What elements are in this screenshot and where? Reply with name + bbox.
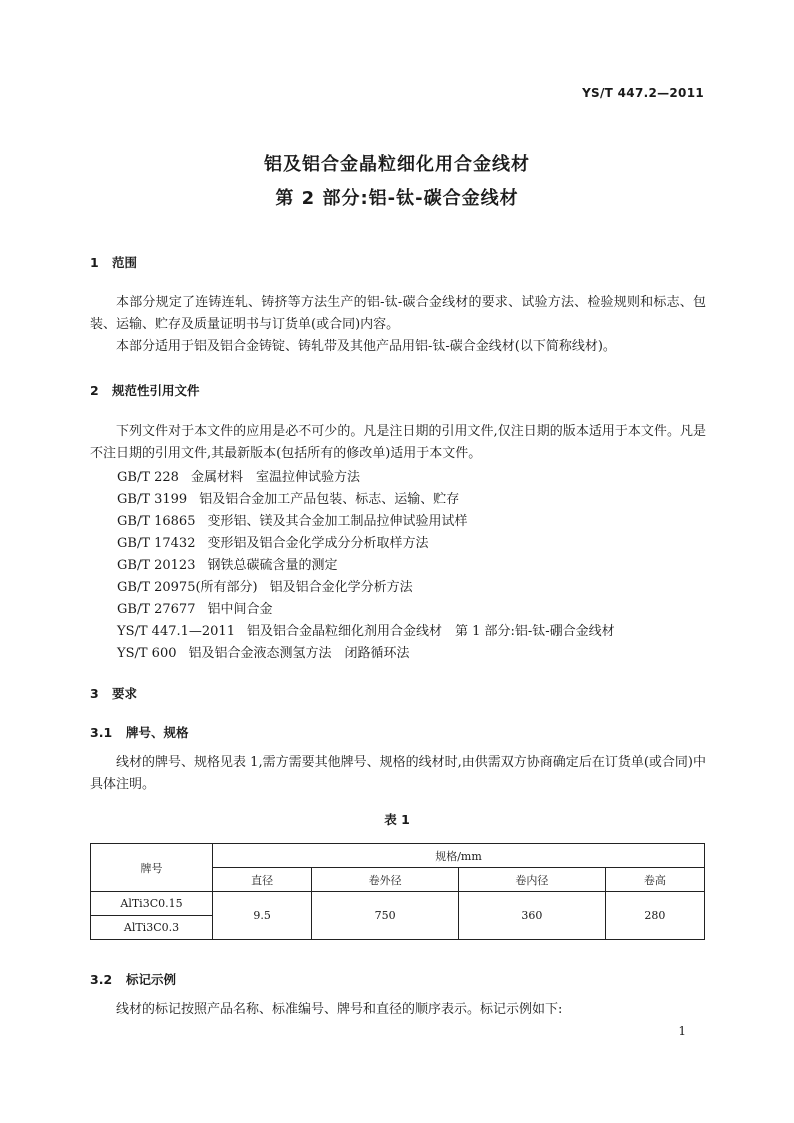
table-caption: 表 1: [384, 812, 410, 827]
header-coil-outer-diameter: 卷外径: [312, 868, 459, 892]
reference-item: [117, 620, 615, 639]
standard-number: YS/T 447.2—2011: [582, 86, 704, 100]
section-title: 要求: [112, 686, 138, 701]
reference-title: 变形铝、镁及其合金加工制品拉伸试验用试样: [207, 514, 468, 529]
header-diameter: 直径: [213, 868, 312, 892]
coil-inner-diameter-value: 360: [458, 892, 605, 940]
section-number: 2: [90, 383, 99, 398]
spec-table: [90, 843, 705, 940]
reference-title: 铝及铝合金液态测氢方法 闭路循环法: [188, 646, 410, 661]
document-title-line1: 铝及铝合金晶粒细化用合金线材: [264, 154, 530, 175]
section-1-paragraph-2: 本部分适用于铝及铝合金铸锭、铸轧带及其他产品用铝-钛-碳合金线材(以下简称线材)。: [116, 339, 616, 354]
header-coil-inner-diameter: 卷内径: [458, 868, 605, 892]
document-title-line2: 第 2 部分:铝-钛-碳合金线材: [275, 188, 519, 209]
header-spec: 规格/mm: [213, 844, 705, 868]
section-3-1-paragraph: 线材的牌号、规格见表 1,需方需要其他牌号、规格的线材时,由供需双方协商确定后在订货单(或合同)中具体注明。: [90, 755, 706, 792]
reference-title: 铝及铝合金化学分析方法: [269, 580, 413, 595]
section-2-heading: [90, 381, 200, 399]
section-3-heading: [90, 684, 137, 702]
section-3-2-heading: [90, 970, 176, 988]
section-title: 牌号、规格: [126, 725, 189, 740]
reference-title: 铝中间合金: [207, 602, 273, 617]
section-1-heading: [90, 253, 137, 271]
section-number: 3.2: [90, 972, 113, 987]
header-coil-height: 卷高: [605, 868, 704, 892]
reference-title: 铝及铝合金加工产品包装、标志、运输、贮存: [199, 492, 460, 507]
grade-cell: AlTi3C0.3: [91, 916, 213, 940]
reference-item: [117, 488, 459, 507]
reference-title: 金属材料 室温拉伸试验方法: [190, 470, 360, 485]
reference-code: GB/T 20123: [117, 558, 196, 573]
section-number: 3: [90, 686, 99, 701]
reference-item: [117, 642, 410, 661]
reference-code: YS/T 600: [117, 646, 177, 661]
reference-item: [117, 532, 429, 551]
reference-code: GB/T 20975(所有部分): [117, 580, 258, 595]
reference-code: GB/T 16865: [117, 514, 196, 529]
section-number: 3.1: [90, 725, 113, 740]
coil-height-value: 280: [605, 892, 704, 940]
section-3-2-paragraph: 线材的标记按照产品名称、标准编号、牌号和直径的顺序表示。标记示例如下:: [116, 1002, 563, 1017]
section-1-paragraph-1: 本部分规定了连铸连轧、铸挤等方法生产的铝-钛-碳合金线材的要求、试验方法、检验规则和标志、包装、运输、贮存及质量证明书与订货单(或合同)内容。: [90, 295, 706, 332]
reference-item: [117, 554, 338, 573]
page-number: 1: [678, 1024, 686, 1038]
reference-item: [117, 466, 360, 485]
reference-title: 变形铝及铝合金化学成分分析取样方法: [207, 536, 429, 551]
reference-item: [117, 510, 468, 529]
reference-title: 铝及铝合金晶粒细化剂用合金线材 第 1 部分:铝-钛-硼合金线材: [246, 624, 615, 639]
reference-code: GB/T 228: [117, 470, 179, 485]
section-title: 范围: [112, 255, 138, 270]
reference-item: [117, 576, 413, 595]
reference-code: YS/T 447.1—2011: [117, 624, 235, 639]
section-title: 规范性引用文件: [112, 383, 200, 398]
diameter-value: 9.5: [213, 892, 312, 940]
coil-outer-diameter-value: 750: [312, 892, 459, 940]
reference-title: 钢铁总碳硫含量的测定: [207, 558, 338, 573]
header-grade: 牌号: [91, 844, 213, 892]
section-title: 标记示例: [126, 972, 177, 987]
grade-cell: AlTi3C0.15: [91, 892, 213, 916]
reference-item: [117, 598, 273, 617]
section-number: 1: [90, 255, 99, 270]
reference-code: GB/T 3199: [117, 492, 188, 507]
reference-code: GB/T 27677: [117, 602, 196, 617]
reference-code: GB/T 17432: [117, 536, 196, 551]
section-3-1-heading: [90, 723, 189, 741]
section-2-paragraph-1: 下列文件对于本文件的应用是必不可少的。凡是注日期的引用文件,仅注日期的版本适用于本文件。凡是不注日期的引用文件,其最新版本(包括所有的修改单)适用于本文件。: [90, 424, 706, 461]
